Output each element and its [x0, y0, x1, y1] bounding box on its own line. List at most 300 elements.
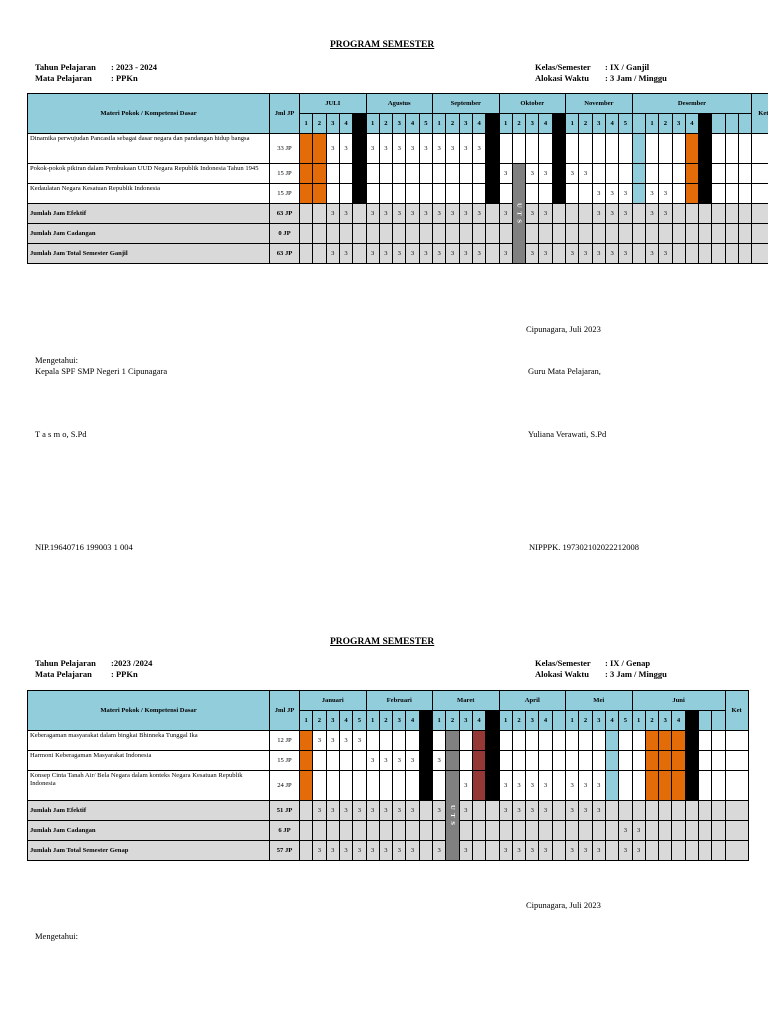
week-cell: [685, 801, 698, 821]
week-cell: 3: [526, 801, 539, 821]
week-cell: 3: [339, 244, 352, 264]
week-cell: [645, 841, 658, 861]
week-cell: [539, 184, 552, 204]
week-header: 1: [499, 711, 512, 731]
week-cell: [738, 224, 751, 244]
week-cell: [659, 731, 672, 751]
table-row: [28, 841, 749, 861]
week-cell: 3: [592, 184, 605, 204]
week-cell: 3: [592, 841, 605, 861]
week-cell: [486, 841, 499, 861]
week-cell: 3: [393, 134, 406, 164]
week-header: 5: [419, 114, 432, 134]
week-cell: [699, 244, 712, 264]
week-cell: 3: [353, 731, 366, 751]
month-header: Agustus: [366, 94, 433, 114]
week-cell: [313, 164, 326, 184]
jp-cell: 15 JP: [270, 164, 300, 184]
week-cell: [366, 821, 379, 841]
week-cell: [712, 771, 725, 801]
week-cell: [313, 224, 326, 244]
week-cell: 3: [339, 731, 352, 751]
week-cell: [446, 224, 459, 244]
week-cell: [526, 184, 539, 204]
kepala-nip: NIP.19640716 199003 1 004: [35, 542, 133, 552]
week-cell: 3: [406, 244, 419, 264]
week-cell: [592, 731, 605, 751]
week-header: 1: [499, 114, 512, 134]
week-cell: [300, 134, 313, 164]
week-cell: [672, 164, 685, 184]
week-cell: [672, 184, 685, 204]
week-cell: [379, 731, 392, 751]
week-cell: [526, 134, 539, 164]
materi-cell: Jumlah Jam Total Semester Ganjil: [28, 244, 270, 264]
week-cell: [552, 751, 565, 771]
week-cell: [339, 184, 352, 204]
week-cell: [699, 184, 712, 204]
week-cell: [712, 821, 725, 841]
week-cell: U T S: [512, 164, 525, 264]
week-cell: [486, 801, 499, 821]
week-cell: [313, 134, 326, 164]
week-cell: [712, 841, 725, 861]
week-cell: 3: [539, 204, 552, 224]
page-title-genap: PROGRAM SEMESTER: [330, 637, 435, 647]
week-cell: 3: [499, 164, 512, 184]
week-cell: [659, 821, 672, 841]
week-cell: [659, 134, 672, 164]
week-cell: [326, 224, 339, 244]
week-cell: [472, 821, 485, 841]
week-cell: [486, 184, 499, 204]
week-cell: [366, 164, 379, 184]
week-cell: [645, 731, 658, 751]
week-header: 3: [459, 114, 472, 134]
week-cell: [366, 731, 379, 751]
week-cell: [539, 731, 552, 751]
week-cell: [300, 204, 313, 224]
week-cell: [393, 224, 406, 244]
week-cell: [353, 134, 366, 164]
week-cell: 3: [393, 244, 406, 264]
week-cell: [393, 164, 406, 184]
materi-cell: Jumlah Jam Total Semester Genap: [28, 841, 270, 861]
table-row: [28, 204, 768, 224]
week-cell: 3: [379, 751, 392, 771]
month-header: Maret: [433, 691, 500, 711]
week-cell: 3: [579, 801, 592, 821]
week-cell: 3: [339, 204, 352, 224]
week-cell: [300, 751, 313, 771]
week-cell: [632, 224, 645, 244]
week-cell: [619, 134, 632, 164]
week-header: 1: [300, 711, 313, 731]
month-header: JULI: [300, 94, 367, 114]
jp-cell: 15 JP: [270, 751, 300, 771]
week-cell: [619, 731, 632, 751]
week-cell: 3: [592, 771, 605, 801]
header-row-months: [28, 691, 749, 711]
week-cell: [512, 821, 525, 841]
week-cell: 3: [339, 801, 352, 821]
week-header: 3: [393, 711, 406, 731]
week-cell: 3: [566, 164, 579, 184]
week-cell: [685, 134, 698, 164]
week-cell: 3: [539, 244, 552, 264]
week-header: 5: [619, 711, 632, 731]
schedule-table-genap: [27, 690, 749, 861]
week-cell: [499, 134, 512, 164]
table-row: [28, 821, 749, 841]
week-cell: 3: [526, 164, 539, 184]
week-header: 2: [379, 711, 392, 731]
week-cell: [353, 204, 366, 224]
materi-cell: Jumlah Jam Cadangan: [28, 821, 270, 841]
week-cell: [619, 771, 632, 801]
week-cell: [645, 771, 658, 801]
week-cell: [632, 184, 645, 204]
table-row: [28, 771, 749, 801]
week-cell: [738, 204, 751, 224]
week-header: [552, 114, 565, 134]
week-cell: [579, 184, 592, 204]
week-cell: 3: [366, 244, 379, 264]
week-cell: [619, 801, 632, 821]
week-cell: [619, 751, 632, 771]
week-cell: [552, 771, 565, 801]
week-cell: [472, 164, 485, 184]
kepala-name: T a s m o, S.Pd: [35, 429, 87, 439]
week-cell: [379, 771, 392, 801]
week-cell: [326, 164, 339, 184]
header-row-months: [28, 94, 768, 114]
week-cell: [605, 821, 618, 841]
week-cell: 3: [566, 801, 579, 821]
week-cell: [419, 801, 432, 821]
week-cell: 3: [632, 841, 645, 861]
week-cell: 3: [459, 204, 472, 224]
alokasi-value: : 3 Jam / Minggu: [605, 669, 667, 679]
week-cell: 3: [579, 164, 592, 184]
week-cell: [486, 164, 499, 184]
kelas-label: Kelas/Semester: [535, 658, 591, 668]
week-cell: 3: [339, 134, 352, 164]
week-cell: [459, 821, 472, 841]
week-cell: [419, 841, 432, 861]
week-cell: [300, 164, 313, 184]
kelas-label: Kelas/Semester: [535, 62, 591, 72]
week-cell: 3: [459, 801, 472, 821]
week-cell: 3: [419, 134, 432, 164]
week-cell: 3: [632, 821, 645, 841]
week-cell: [738, 164, 751, 184]
materi-cell: Harmoni Keberagaman Masyarakat Indonesia: [28, 751, 270, 771]
week-cell: [552, 841, 565, 861]
ket-cell: [725, 771, 748, 801]
week-cell: 3: [433, 134, 446, 164]
week-header: 2: [512, 711, 525, 731]
week-cell: [592, 751, 605, 771]
week-cell: [419, 164, 432, 184]
week-cell: [393, 821, 406, 841]
week-header: [552, 711, 565, 731]
week-cell: [486, 731, 499, 751]
schedule-table-body: [28, 94, 768, 264]
week-header: 4: [339, 711, 352, 731]
week-cell: [738, 134, 751, 164]
week-cell: [419, 731, 432, 751]
week-cell: [419, 771, 432, 801]
week-cell: [353, 751, 366, 771]
week-cell: [313, 184, 326, 204]
week-cell: [406, 771, 419, 801]
week-cell: [566, 224, 579, 244]
week-header: 2: [645, 711, 658, 731]
guru-name: Yuliana Verawati, S.Pd: [528, 429, 607, 439]
week-cell: 3: [659, 184, 672, 204]
week-header: [699, 711, 712, 731]
week-cell: 3: [566, 244, 579, 264]
guru-title: Guru Mata Pelajaran,: [528, 366, 601, 376]
week-cell: [712, 244, 725, 264]
week-header: 3: [592, 711, 605, 731]
week-header: 4: [685, 114, 698, 134]
jp-cell: 6 JP: [270, 821, 300, 841]
tahun-label: Tahun Pelajaran: [35, 62, 96, 72]
week-cell: [393, 184, 406, 204]
ket-cell: [752, 244, 768, 264]
week-cell: 3: [645, 204, 658, 224]
week-cell: [406, 164, 419, 184]
week-cell: [685, 204, 698, 224]
tahun-value: : 2023 - 2024: [111, 62, 158, 72]
week-cell: 3: [579, 841, 592, 861]
ket-cell: [725, 731, 748, 751]
week-cell: 3: [313, 841, 326, 861]
week-cell: [433, 771, 446, 801]
week-cell: 3: [592, 801, 605, 821]
week-cell: [526, 751, 539, 771]
week-cell: [313, 821, 326, 841]
week-cell: 3: [326, 134, 339, 164]
week-cell: [659, 801, 672, 821]
week-cell: 3: [472, 244, 485, 264]
col-materi-header: Materi Pokok / Kompetensi Dasar: [28, 94, 270, 134]
col-ket-header: Ket: [725, 691, 748, 731]
week-cell: [512, 134, 525, 164]
week-cell: [353, 164, 366, 184]
place-date-genap: Cipunagara, Juli 2023: [526, 900, 601, 910]
week-cell: [419, 184, 432, 204]
week-cell: 3: [326, 204, 339, 224]
tahun-label: Tahun Pelajaran: [35, 658, 96, 668]
week-cell: 3: [393, 801, 406, 821]
week-cell: [353, 771, 366, 801]
week-cell: [645, 801, 658, 821]
week-cell: [326, 184, 339, 204]
info-left-genap: [35, 658, 152, 680]
materi-cell: Jumlah Jam Efektif: [28, 204, 270, 224]
week-cell: [699, 841, 712, 861]
week-cell: 3: [433, 801, 446, 821]
week-header: [725, 114, 738, 134]
alokasi-value: : 3 Jam / Minggu: [605, 73, 667, 83]
week-header: 3: [672, 114, 685, 134]
week-cell: [712, 184, 725, 204]
jp-cell: 63 JP: [270, 204, 300, 224]
ket-cell: [725, 841, 748, 861]
table-row: [28, 134, 768, 164]
week-cell: [725, 244, 738, 264]
week-cell: 3: [379, 801, 392, 821]
week-header: 2: [579, 711, 592, 731]
week-cell: 3: [539, 841, 552, 861]
week-cell: [566, 204, 579, 224]
ket-cell: [725, 751, 748, 771]
week-cell: [300, 731, 313, 751]
week-header: 4: [539, 711, 552, 731]
ket-cell: [752, 184, 768, 204]
week-cell: [632, 731, 645, 751]
week-cell: [672, 134, 685, 164]
week-cell: [605, 801, 618, 821]
week-header: 1: [300, 114, 313, 134]
week-cell: [366, 771, 379, 801]
week-header: 4: [406, 114, 419, 134]
table-row: [28, 731, 749, 751]
week-header: 2: [446, 711, 459, 731]
info-right-ganjil: [535, 62, 667, 84]
week-header: 4: [406, 711, 419, 731]
week-header: 1: [366, 711, 379, 731]
week-header: [699, 114, 712, 134]
materi-cell: Kedaulatan Negara Kesatuan Republik Indonesia: [28, 184, 270, 204]
week-cell: [472, 224, 485, 244]
week-cell: [699, 751, 712, 771]
week-cell: 3: [353, 801, 366, 821]
week-header: 2: [313, 711, 326, 731]
col-ket-header: Ket: [752, 94, 768, 134]
week-cell: [672, 731, 685, 751]
ket-cell: [725, 821, 748, 841]
week-cell: [446, 731, 459, 751]
week-cell: [486, 204, 499, 224]
week-cell: [712, 731, 725, 751]
week-header: 3: [393, 114, 406, 134]
week-cell: [566, 134, 579, 164]
guru-nip: NIPPPK. 197302102022212008: [529, 542, 640, 552]
week-cell: [659, 771, 672, 801]
week-cell: [699, 224, 712, 244]
week-cell: [685, 224, 698, 244]
week-cell: [526, 821, 539, 841]
kelas-value: : IX / Genap: [605, 658, 651, 668]
week-header: 3: [326, 114, 339, 134]
table-row: [28, 184, 768, 204]
week-cell: [459, 164, 472, 184]
week-cell: [433, 731, 446, 751]
week-cell: [712, 164, 725, 184]
week-cell: [579, 204, 592, 224]
week-cell: [339, 751, 352, 771]
materi-cell: Jumlah Jam Efektif: [28, 801, 270, 821]
week-cell: [712, 801, 725, 821]
week-cell: [433, 184, 446, 204]
week-header: 3: [526, 711, 539, 731]
week-header: 1: [645, 114, 658, 134]
week-header: [419, 711, 432, 731]
week-cell: [326, 771, 339, 801]
week-cell: [552, 204, 565, 224]
materi-cell: Pokok-pokok pikiran dalam Pembukaan UUD Negara Republik Indonesia Tahun 1945: [28, 164, 270, 184]
week-cell: 3: [659, 244, 672, 264]
week-cell: [566, 731, 579, 751]
week-cell: [552, 164, 565, 184]
week-cell: 3: [619, 841, 632, 861]
week-cell: [339, 771, 352, 801]
week-cell: 3: [619, 244, 632, 264]
col-jp-header: Jml JP: [270, 94, 300, 134]
week-cell: [659, 224, 672, 244]
week-cell: 3: [313, 731, 326, 751]
week-cell: [672, 771, 685, 801]
week-cell: [486, 821, 499, 841]
week-cell: 3: [579, 244, 592, 264]
materi-cell: Konsep Cinta Tanah Air/ Bela Negara dalam konteks Negara Kesatuan Republik Indonesia: [28, 771, 270, 801]
alokasi-label: Alokasi Waktu: [535, 669, 589, 679]
week-cell: [300, 771, 313, 801]
week-cell: [539, 224, 552, 244]
week-cell: [326, 821, 339, 841]
week-cell: [579, 224, 592, 244]
col-materi-header: Materi Pokok / Kompetensi Dasar: [28, 691, 270, 731]
week-cell: [685, 184, 698, 204]
week-cell: [632, 164, 645, 184]
week-cell: 3: [419, 244, 432, 264]
week-header: 4: [539, 114, 552, 134]
week-cell: [339, 224, 352, 244]
week-cell: [313, 771, 326, 801]
week-cell: [393, 731, 406, 751]
week-cell: U T S: [446, 771, 459, 861]
week-cell: [433, 821, 446, 841]
week-cell: [472, 751, 485, 771]
jp-cell: 0 JP: [270, 224, 300, 244]
week-cell: 3: [326, 244, 339, 264]
week-cell: [512, 731, 525, 751]
week-cell: [419, 821, 432, 841]
week-cell: [685, 771, 698, 801]
week-cell: [579, 821, 592, 841]
week-cell: [486, 771, 499, 801]
week-cell: [486, 244, 499, 264]
week-cell: 3: [499, 244, 512, 264]
week-cell: [632, 244, 645, 264]
week-cell: [712, 134, 725, 164]
schedule-table-ganjil: [27, 93, 768, 264]
week-cell: [632, 771, 645, 801]
week-cell: [313, 204, 326, 224]
week-cell: 3: [406, 204, 419, 224]
week-cell: [499, 751, 512, 771]
week-cell: [738, 184, 751, 204]
week-cell: 3: [459, 771, 472, 801]
week-cell: 3: [605, 184, 618, 204]
week-cell: 3: [459, 841, 472, 861]
week-cell: 3: [472, 134, 485, 164]
week-header: 4: [672, 711, 685, 731]
